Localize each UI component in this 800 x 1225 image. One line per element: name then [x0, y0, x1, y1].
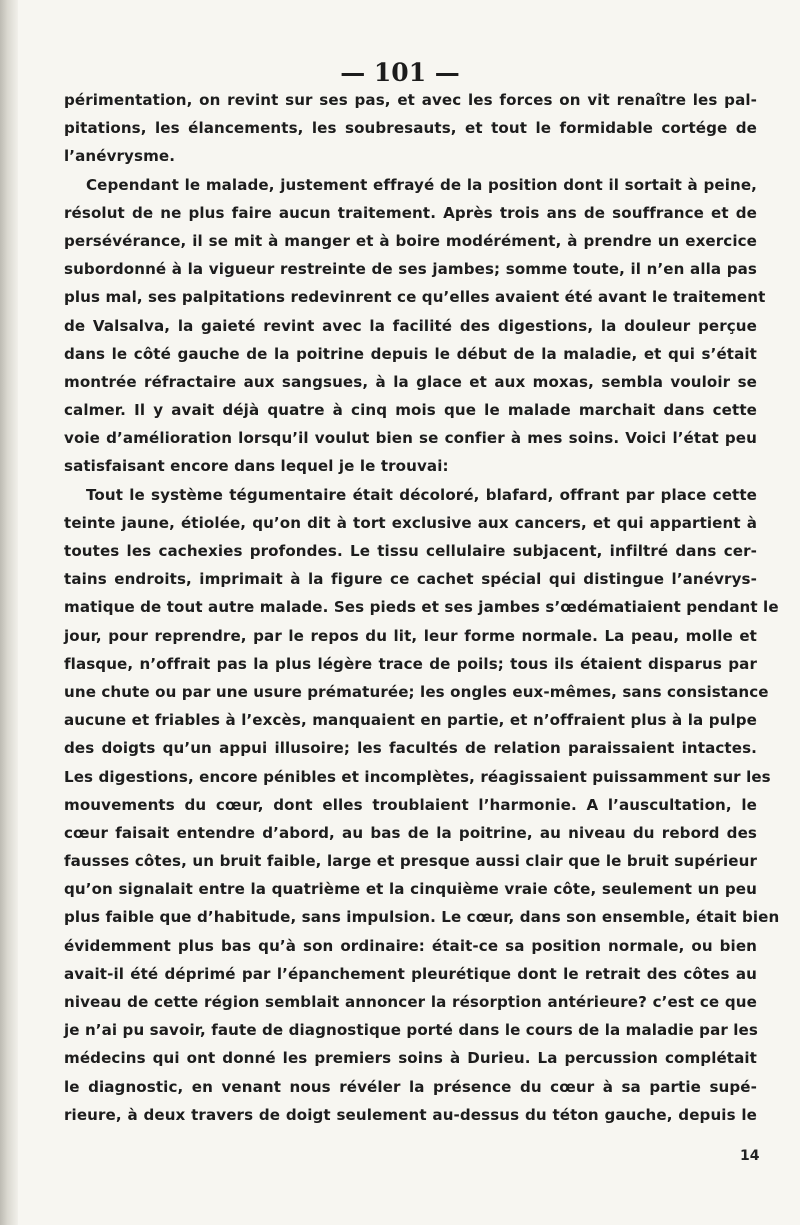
text-line: persévérance, il se mit à manger et à boire modérément, à prendre un exercice: [64, 231, 757, 250]
text-line: niveau de cette région semblait annoncer la résorption antérieure? c’est ce que: [64, 993, 757, 1011]
text-line: je n’ai pu savoir, faute de diagnostique porté dans le cours de la maladie par les: [64, 1021, 758, 1040]
text-line: Tout le système tégumentaire était décoloré, blafard, offrant par place cette: [86, 485, 757, 504]
text-line: toutes les cachexies profondes. Le tissu cellulaire subjacent, infiltré dans cer-: [64, 542, 757, 560]
text-line: médecins qui ont donné les premiers soins à Durieu. La percussion complétait: [64, 1049, 757, 1068]
text-line: des doigts qu’un appui illusoire; les facultés de relation paraissaient intactes.: [64, 739, 757, 758]
text-line: de Valsalva, la gaieté revint avec la facilité des digestions, la douleur perçue: [64, 316, 757, 335]
text-line: tains endroits, imprimait à la figure ce cachet spécial qui distingue l’anévrys-: [64, 570, 757, 589]
text-line: voie d’amélioration lorsqu’il voulut bien se confier à mes soins. Voici l’état peu: [64, 429, 757, 448]
text-line: matique de tout autre malade. Ses pieds et ses jambes s’œdématiaient pendant le: [64, 598, 779, 617]
text-line: qu’on signalait entre la quatrième et la cinquième vraie côte, seulement un peu: [64, 880, 757, 899]
text-line: rieure, à deux travers de doigt seulement au-dessus du téton gauche, depuis le: [64, 1105, 757, 1124]
text-line: plus faible que d’habitude, sans impulsion. Le cœur, dans son ensemble, était bien: [64, 908, 780, 927]
text-line: flasque, n’offrait pas la plus légère trace de poils; tous ils étaient disparus par: [64, 654, 757, 673]
text-line: aucune et friables à l’excès, manquaient en partie, et n’offraient plus à la pulpe: [64, 711, 757, 730]
text-line: pitations, les élancements, les soubresauts, et tout le formidable cortége de: [64, 119, 757, 138]
text-line: avait-il été déprimé par l’épanchement pleurétique dont le retrait des côtes au: [64, 964, 757, 983]
text-line: le diagnostic, en venant nous révéler la présence du cœur à sa partie supé-: [64, 1077, 757, 1096]
text-line: montrée réfractaire aux sangsues, à la glace et aux moxas, sembla vouloir se: [64, 372, 757, 391]
text-line: satisfaisant encore dans lequel je le trouvai:: [64, 457, 449, 476]
text-line: Cependant le malade, justement effrayé de la position dont il sortait à peine,: [86, 175, 757, 194]
text-line: évidemment plus bas qu’à son ordinaire: était-ce sa position normale, ou bien: [64, 936, 757, 955]
text-line: calmer. Il y avait déjà quatre à cinq mois que le malade marchait dans cette: [64, 401, 757, 420]
text-line: teinte jaune, étiolée, qu’on dit à tort exclusive aux cancers, et qui appartient à: [64, 513, 757, 532]
body-text: [64, 86, 780, 1129]
text-line: dans le côté gauche de la poitrine depuis le début de la maladie, et qui s’était: [64, 344, 757, 363]
signature-mark: 14: [740, 1148, 760, 1164]
text-line: périmentation, on revint sur ses pas, et avec les forces on vit renaître les pal-: [64, 91, 757, 109]
text-line: subordonné à la vigueur restreinte de ses jambes; somme toute, il n’en alla pas: [64, 260, 757, 279]
page-number: — 101 —: [340, 58, 460, 87]
text-line: une chute ou par une usure prématurée; les ongles eux-mêmes, sans consistance: [64, 682, 769, 701]
text-line: plus mal, ses palpitations redevinrent ce qu’elles avaient été avant le traitement: [64, 288, 766, 307]
text-line: jour, pour reprendre, par le repos du lit, leur forme normale. La peau, molle et: [64, 626, 757, 645]
text-line: fausses côtes, un bruit faible, large et presque aussi clair que le bruit supérieur: [64, 852, 757, 871]
page-binding-shadow: [0, 0, 18, 1225]
text-line: résolut de ne plus faire aucun traitement. Après trois ans de souffrance et de: [64, 203, 757, 222]
text-line: l’anévrysme.: [64, 147, 176, 166]
text-line: cœur faisait entendre d’abord, au bas de la poitrine, au niveau du rebord des: [64, 823, 757, 842]
text-line: Les digestions, encore pénibles et incomplètes, réagissaient puissamment sur les: [64, 767, 771, 786]
text-line: mouvements du cœur, dont elles troublaient l’harmonie. A l’auscultation, le: [64, 795, 757, 814]
